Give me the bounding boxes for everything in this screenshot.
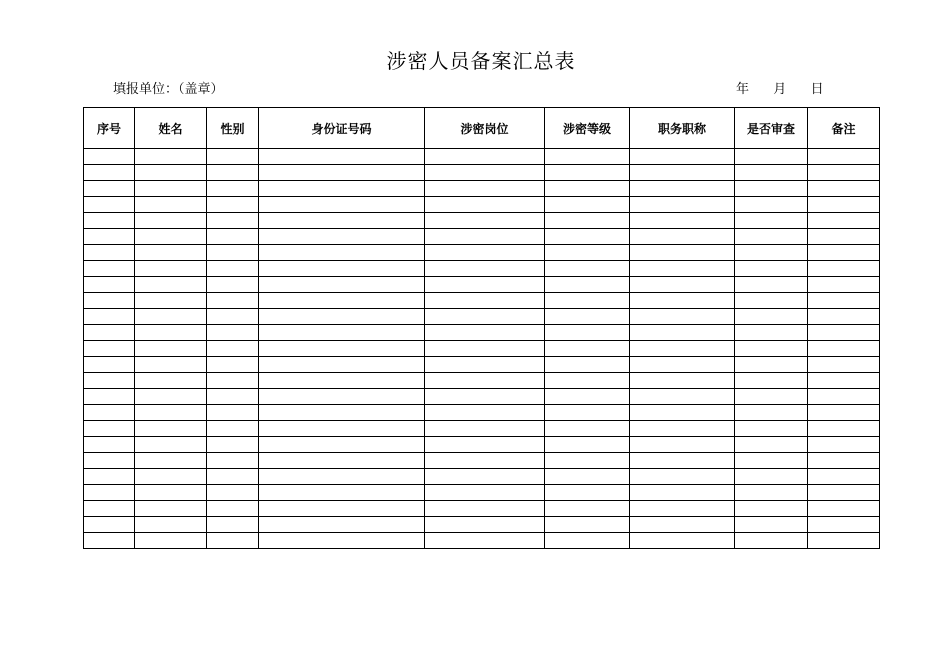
table-cell: [207, 357, 259, 373]
table-cell: [425, 293, 545, 309]
table-cell: [545, 469, 630, 485]
table-cell: [259, 325, 425, 341]
table-cell: [207, 325, 259, 341]
table-cell: [84, 277, 135, 293]
table-cell: [425, 501, 545, 517]
table-row: [84, 165, 880, 181]
table-cell: [545, 389, 630, 405]
table-cell: [808, 325, 880, 341]
table-cell: [545, 149, 630, 165]
table-cell: [84, 165, 135, 181]
table-body: [84, 149, 880, 549]
table-row: [84, 229, 880, 245]
table-row: [84, 277, 880, 293]
table-cell: [808, 501, 880, 517]
table-cell: [425, 341, 545, 357]
table-cell: [259, 309, 425, 325]
table-cell: [135, 405, 207, 421]
table-cell: [135, 213, 207, 229]
column-header-name: 姓名: [135, 108, 207, 149]
table-row: [84, 325, 880, 341]
table-cell: [545, 181, 630, 197]
table-cell: [735, 261, 808, 277]
table-cell: [207, 277, 259, 293]
table-cell: [425, 405, 545, 421]
table-row: [84, 485, 880, 501]
table-cell: [135, 453, 207, 469]
table-cell: [207, 229, 259, 245]
table-cell: [135, 245, 207, 261]
table-cell: [545, 485, 630, 501]
table-cell: [207, 517, 259, 533]
table-cell: [84, 469, 135, 485]
table-cell: [808, 373, 880, 389]
table-cell: [135, 389, 207, 405]
table-cell: [259, 485, 425, 501]
table-cell: [425, 197, 545, 213]
table-cell: [207, 197, 259, 213]
table-cell: [630, 453, 735, 469]
column-header-remarks: 备注: [808, 108, 880, 149]
table-cell: [207, 469, 259, 485]
table-row: [84, 469, 880, 485]
table-cell: [84, 229, 135, 245]
table-cell: [84, 533, 135, 549]
table-cell: [808, 293, 880, 309]
table-cell: [259, 533, 425, 549]
table-row: [84, 245, 880, 261]
table-cell: [135, 229, 207, 245]
table-row: [84, 389, 880, 405]
column-header-classified-post: 涉密岗位: [425, 108, 545, 149]
table-cell: [808, 533, 880, 549]
table-cell: [808, 421, 880, 437]
table-cell: [630, 501, 735, 517]
table-cell: [808, 469, 880, 485]
table-cell: [545, 325, 630, 341]
table-cell: [84, 437, 135, 453]
table-cell: [545, 213, 630, 229]
table-cell: [135, 501, 207, 517]
table-cell: [808, 229, 880, 245]
table-cell: [630, 309, 735, 325]
table-cell: [425, 277, 545, 293]
table-cell: [808, 197, 880, 213]
table-cell: [808, 485, 880, 501]
table-cell: [84, 309, 135, 325]
table-cell: [545, 373, 630, 389]
table-cell: [425, 261, 545, 277]
table-row: [84, 341, 880, 357]
table-cell: [135, 149, 207, 165]
table-cell: [735, 533, 808, 549]
table-cell: [207, 405, 259, 421]
table-row: [84, 309, 880, 325]
table-cell: [808, 245, 880, 261]
column-header-gender: 性别: [207, 108, 259, 149]
table-cell: [808, 277, 880, 293]
day-label: 日: [810, 82, 824, 97]
table-cell: [808, 341, 880, 357]
table-cell: [735, 197, 808, 213]
table-row: [84, 421, 880, 437]
table-cell: [545, 421, 630, 437]
table-cell: [84, 261, 135, 277]
table-cell: [135, 293, 207, 309]
table-cell: [735, 309, 808, 325]
table-cell: [135, 533, 207, 549]
table-cell: [425, 453, 545, 469]
table-cell: [545, 437, 630, 453]
table-cell: [545, 165, 630, 181]
table-cell: [259, 149, 425, 165]
table-cell: [259, 357, 425, 373]
table-cell: [259, 277, 425, 293]
table-cell: [259, 261, 425, 277]
table-cell: [84, 357, 135, 373]
table-cell: [135, 309, 207, 325]
table-row: [84, 181, 880, 197]
table-cell: [630, 181, 735, 197]
table-cell: [425, 213, 545, 229]
table-cell: [545, 245, 630, 261]
table-cell: [808, 437, 880, 453]
table-cell: [545, 405, 630, 421]
table-cell: [735, 213, 808, 229]
column-header-serial: 序号: [84, 108, 135, 149]
table-cell: [630, 149, 735, 165]
table-cell: [630, 277, 735, 293]
table-cell: [84, 485, 135, 501]
table-cell: [545, 293, 630, 309]
table-cell: [735, 245, 808, 261]
table-row: [84, 293, 880, 309]
table-cell: [84, 245, 135, 261]
table-cell: [207, 149, 259, 165]
table-cell: [425, 437, 545, 453]
table-cell: [135, 517, 207, 533]
table-cell: [425, 245, 545, 261]
table-cell: [135, 485, 207, 501]
table-cell: [84, 389, 135, 405]
table-cell: [259, 517, 425, 533]
table-cell: [259, 501, 425, 517]
table-row: [84, 533, 880, 549]
table-cell: [84, 149, 135, 165]
table-cell: [84, 341, 135, 357]
table-cell: [630, 261, 735, 277]
table-cell: [735, 165, 808, 181]
table-cell: [545, 277, 630, 293]
table-cell: [207, 341, 259, 357]
table-cell: [207, 165, 259, 181]
table-cell: [735, 229, 808, 245]
table-cell: [545, 341, 630, 357]
table-row: [84, 373, 880, 389]
table-row: [84, 437, 880, 453]
table-cell: [630, 213, 735, 229]
table-cell: [135, 373, 207, 389]
table-cell: [425, 357, 545, 373]
table-cell: [84, 453, 135, 469]
table-cell: [630, 533, 735, 549]
table-cell: [735, 501, 808, 517]
table-cell: [630, 325, 735, 341]
table-cell: [425, 181, 545, 197]
table-cell: [259, 437, 425, 453]
table-cell: [84, 421, 135, 437]
table-cell: [259, 453, 425, 469]
table-cell: [135, 261, 207, 277]
column-header-reviewed: 是否审查: [735, 108, 808, 149]
table-cell: [259, 229, 425, 245]
table-cell: [207, 245, 259, 261]
table-cell: [630, 229, 735, 245]
table-cell: [259, 197, 425, 213]
column-header-classified-level: 涉密等级: [545, 108, 630, 149]
table-row: [84, 197, 880, 213]
table-cell: [545, 229, 630, 245]
table-cell: [425, 485, 545, 501]
table-cell: [84, 325, 135, 341]
table-cell: [207, 293, 259, 309]
table-cell: [808, 453, 880, 469]
table-cell: [735, 341, 808, 357]
table-cell: [630, 197, 735, 213]
table-cell: [808, 181, 880, 197]
table-row: [84, 453, 880, 469]
table-cell: [259, 421, 425, 437]
month-label: 月: [773, 82, 787, 97]
table-cell: [425, 325, 545, 341]
table-cell: [207, 453, 259, 469]
table-cell: [259, 165, 425, 181]
table-row: [84, 261, 880, 277]
table-cell: [630, 405, 735, 421]
year-label: 年: [736, 82, 750, 97]
table-cell: [630, 357, 735, 373]
table-cell: [545, 501, 630, 517]
table-cell: [545, 533, 630, 549]
table-cell: [735, 373, 808, 389]
table-cell: [259, 373, 425, 389]
table-cell: [425, 533, 545, 549]
table-cell: [135, 181, 207, 197]
table-row: [84, 357, 880, 373]
table-cell: [135, 469, 207, 485]
table-cell: [84, 181, 135, 197]
table-row: [84, 149, 880, 165]
table-cell: [735, 357, 808, 373]
table-cell: [545, 309, 630, 325]
filing-unit-label: 填报单位：（盖章）: [113, 82, 224, 97]
table-cell: [808, 165, 880, 181]
table-cell: [630, 469, 735, 485]
table-cell: [207, 501, 259, 517]
table-row: [84, 517, 880, 533]
table-cell: [735, 517, 808, 533]
table-cell: [207, 485, 259, 501]
page-title: 涉密人员备案汇总表: [386, 49, 576, 73]
date-line: [736, 81, 824, 99]
table-cell: [207, 181, 259, 197]
table-cell: [808, 517, 880, 533]
table-cell: [545, 261, 630, 277]
table-cell: [735, 469, 808, 485]
table-cell: [425, 149, 545, 165]
table-cell: [808, 357, 880, 373]
table-cell: [207, 421, 259, 437]
table-cell: [84, 405, 135, 421]
table-cell: [735, 389, 808, 405]
table-cell: [259, 389, 425, 405]
table-cell: [259, 469, 425, 485]
table-cell: [808, 389, 880, 405]
table-cell: [735, 453, 808, 469]
table-cell: [135, 357, 207, 373]
table-cell: [84, 501, 135, 517]
table-cell: [630, 485, 735, 501]
table-cell: [735, 405, 808, 421]
table-cell: [735, 181, 808, 197]
table-cell: [808, 405, 880, 421]
table-header-row: [84, 108, 880, 149]
table-cell: [207, 437, 259, 453]
table-cell: [630, 389, 735, 405]
table-cell: [630, 421, 735, 437]
table-cell: [207, 261, 259, 277]
table-cell: [259, 293, 425, 309]
table-cell: [259, 213, 425, 229]
table-cell: [259, 341, 425, 357]
table-cell: [808, 213, 880, 229]
table-cell: [135, 197, 207, 213]
table-cell: [135, 325, 207, 341]
table-cell: [808, 309, 880, 325]
table-cell: [630, 245, 735, 261]
table-cell: [630, 341, 735, 357]
table-cell: [425, 373, 545, 389]
table-row: [84, 405, 880, 421]
table-cell: [735, 149, 808, 165]
table-cell: [425, 165, 545, 181]
table-cell: [135, 277, 207, 293]
table-cell: [735, 421, 808, 437]
table-cell: [259, 181, 425, 197]
table-cell: [630, 373, 735, 389]
table-cell: [207, 533, 259, 549]
table-cell: [425, 229, 545, 245]
table-cell: [135, 437, 207, 453]
table-cell: [84, 197, 135, 213]
column-header-id-number: 身份证号码: [259, 108, 425, 149]
table-cell: [808, 149, 880, 165]
table-cell: [735, 277, 808, 293]
table-cell: [425, 309, 545, 325]
table-cell: [735, 293, 808, 309]
table-cell: [135, 165, 207, 181]
table-cell: [207, 213, 259, 229]
table-cell: [630, 293, 735, 309]
table-cell: [259, 245, 425, 261]
table-cell: [259, 405, 425, 421]
table-cell: [425, 421, 545, 437]
table-cell: [207, 389, 259, 405]
table-cell: [425, 389, 545, 405]
table-cell: [735, 485, 808, 501]
table-cell: [735, 325, 808, 341]
table-cell: [84, 517, 135, 533]
table-cell: [630, 517, 735, 533]
table-cell: [425, 469, 545, 485]
table-cell: [545, 197, 630, 213]
table-cell: [207, 373, 259, 389]
table-cell: [630, 165, 735, 181]
personnel-summary-table: [83, 107, 880, 549]
table-cell: [545, 517, 630, 533]
table-row: [84, 213, 880, 229]
table-row: [84, 501, 880, 517]
table-cell: [808, 261, 880, 277]
table-cell: [84, 293, 135, 309]
table-cell: [207, 309, 259, 325]
table-cell: [135, 341, 207, 357]
table-cell: [84, 373, 135, 389]
table-cell: [84, 213, 135, 229]
table-cell: [630, 437, 735, 453]
table-cell: [135, 421, 207, 437]
column-header-position-title: 职务职称: [630, 108, 735, 149]
table-cell: [545, 453, 630, 469]
table-cell: [425, 517, 545, 533]
table-cell: [735, 437, 808, 453]
table-cell: [545, 357, 630, 373]
